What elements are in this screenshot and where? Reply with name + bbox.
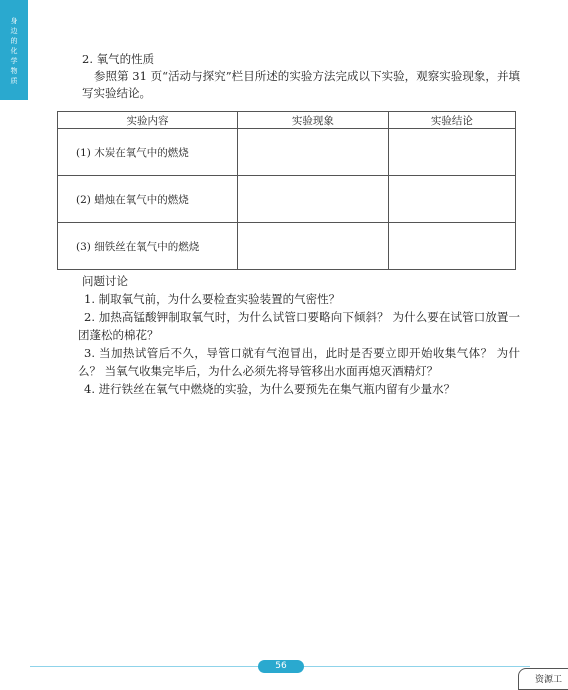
page-number: 56 [258,660,304,673]
header-phenomenon: 实验现象 [237,112,388,129]
row-conclusion-cell[interactable] [388,223,515,270]
row-content: (3) 细铁丝在氧气中的燃烧 [58,223,238,270]
table-row [58,176,516,223]
side-tab-char: 化 [10,47,18,55]
row-phenomenon-cell[interactable] [237,223,388,270]
side-tab-char: 边 [10,27,18,35]
question-item: 1. 制取氧气前，为什么要检查实验装置的气密性？ [84,292,341,306]
row-content: (1) 木炭在氧气中的燃烧 [58,129,238,176]
question-item: 4. 进行铁丝在氧气中燃烧的实验，为什么要预先在集气瓶内留有少量水？ [84,382,456,396]
row-conclusion-cell[interactable] [388,129,515,176]
question-item: 3. 当加热试管后不久，导管口就有气泡冒出，此时是否要立即开始收集气体？ 为什么？ 当氧气收集完毕后，为什么必须先将导管移出水面再熄灭酒精灯？ [78,346,520,378]
header-content: 实验内容 [58,112,238,129]
side-tab-char: 的 [10,37,18,45]
section-intro: 参照第 31 页“活动与探究”栏目所述的实验方法完成以下实验，观察实验现象，并填写实验结论。 [82,69,520,100]
side-chapter-tab [0,0,28,100]
row-content: (2) 蜡烛在氧气中的燃烧 [58,176,238,223]
question-item: 2. 加热高锰酸钾制取氧气时，为什么试管口要略向下倾斜？ 为什么要在试管口放置一团蓬松的棉花？ [78,310,520,342]
discussion-title: 问题讨论 [82,274,128,288]
experiment-table [57,111,516,270]
row-phenomenon-cell[interactable] [237,176,388,223]
corner-resource-tab[interactable]: 资源工 [518,668,568,690]
side-tab-char: 身 [10,17,18,25]
side-tab-char: 质 [10,77,18,85]
row-phenomenon-cell[interactable] [237,129,388,176]
table-row [58,223,516,270]
section-title: 2. 氧气的性质 [82,52,155,66]
side-tab-char: 学 [10,57,18,65]
side-tab-char: 物 [10,67,18,75]
discussion-questions [78,290,520,398]
header-conclusion: 实验结论 [388,112,515,129]
row-conclusion-cell[interactable] [388,176,515,223]
table-row [58,129,516,176]
table-header-row [58,112,516,129]
